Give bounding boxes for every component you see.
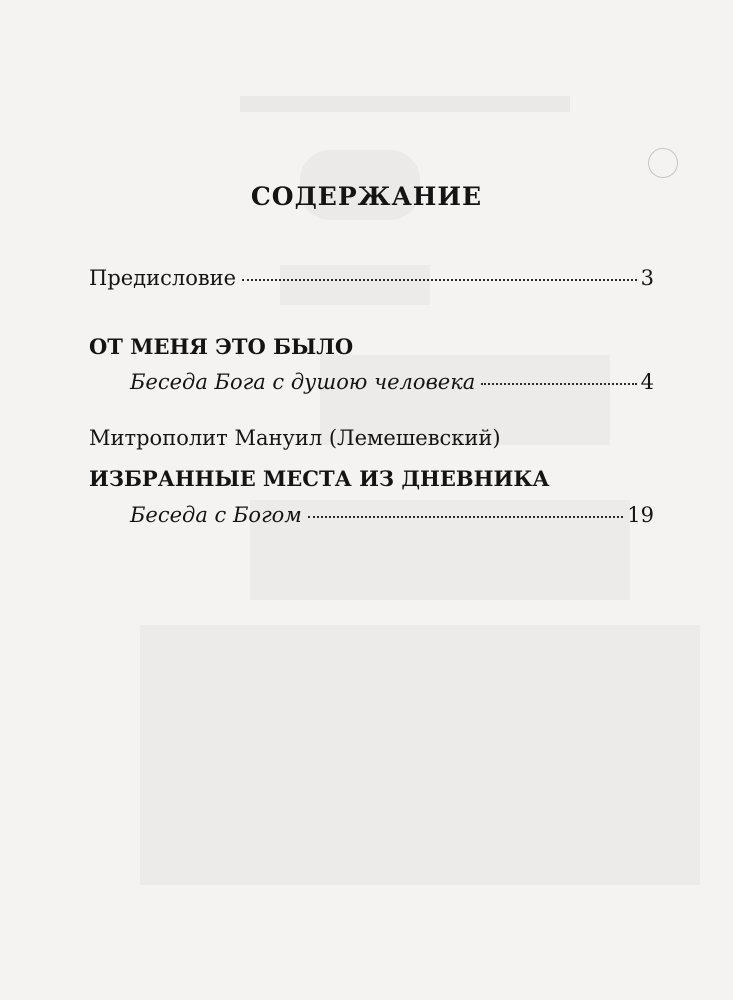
toc-entry-title: Предисловие [89, 266, 237, 290]
show-through-shading [240, 96, 570, 112]
toc-entry-dialogue[interactable] [130, 370, 654, 394]
toc-section-heading: ОТ МЕНЯ ЭТО БЫЛО [89, 334, 354, 359]
toc-author: Митрополит Мануил (Лемешевский) [89, 426, 501, 450]
toc-entry-preface[interactable] [89, 266, 654, 290]
toc-entry-conversation[interactable] [130, 503, 654, 527]
contents-heading: СОДЕРЖАНИЕ [250, 182, 483, 211]
toc-section-heading: ИЗБРАННЫЕ МЕСТА ИЗ ДНЕВНИКА [89, 466, 550, 491]
toc-leader-dots [481, 383, 636, 385]
toc-page-number: 3 [640, 266, 654, 290]
toc-leader-dots [308, 516, 624, 518]
toc-entry-title: Беседа Бога с душою человека [130, 370, 476, 394]
toc-entry-title: Беседа с Богом [130, 503, 302, 527]
toc-leader-dots [242, 279, 637, 281]
toc-page-number: 19 [627, 503, 654, 527]
scan-mark [648, 148, 678, 178]
show-through-shading [140, 625, 700, 885]
toc-page-number: 4 [640, 370, 654, 394]
